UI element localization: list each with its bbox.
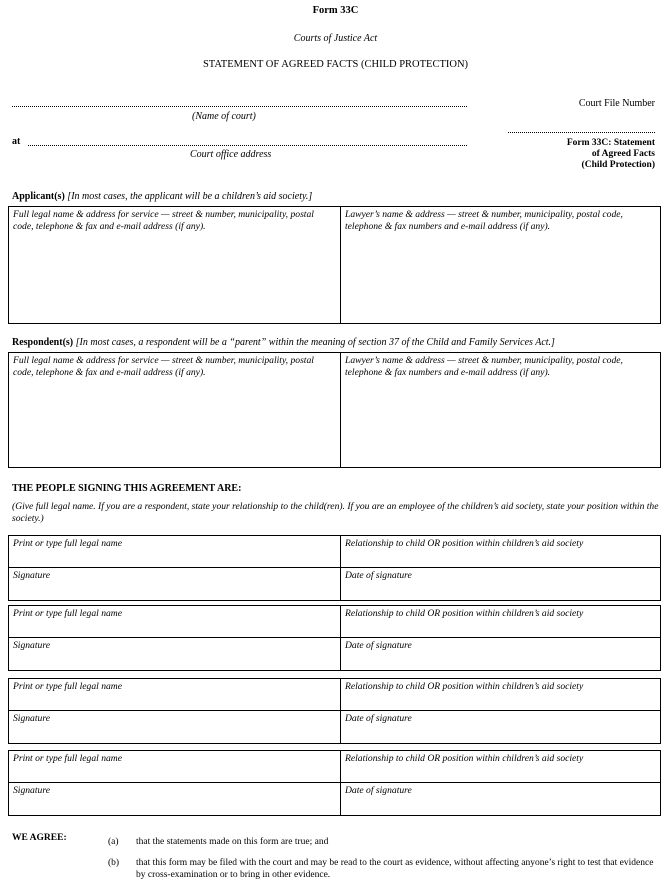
agree-item-a-text: that the statements made on this form are true; and (136, 837, 329, 847)
court-name-label: (Name of court) (192, 111, 256, 122)
applicant-heading: Applicant(s) [In most cases, the applicant will be a children’s aid society.] (12, 191, 313, 202)
act-name: Courts of Justice Act (293, 33, 378, 44)
court-address-line[interactable] (28, 145, 467, 146)
court-file-number-line[interactable] (508, 132, 655, 133)
signer-relationship-field[interactable]: Relationship to child OR position within children’s aid society (345, 608, 584, 619)
form-title: STATEMENT OF AGREED FACTS (CHILD PROTECTION) (202, 59, 469, 70)
signer-relationship-field[interactable]: Relationship to child OR position within children’s aid society (345, 538, 584, 549)
signer-name-field[interactable]: Print or type full legal name (13, 753, 122, 764)
form-number: Form 33C (312, 5, 359, 16)
signer-name-field[interactable]: Print or type full legal name (13, 608, 122, 619)
signer-signature-field[interactable]: Signature (13, 785, 50, 796)
signer-relationship-field[interactable]: Relationship to child OR position within children’s aid society (345, 753, 584, 764)
at-label: at (12, 136, 21, 147)
signer-signature-field[interactable]: Signature (13, 570, 50, 581)
we-agree-heading: WE AGREE: (12, 833, 67, 843)
agree-item-b-text: that this form may be filed with the court and may be read to the court as evidence, without affecting anyone’s right to test that evidence by cross-examination or to bring in other evidence. (136, 858, 654, 880)
side-form-title: Form 33C: Statement of Agreed Facts (Child Protection) (566, 138, 655, 170)
signer-date-field[interactable]: Date of signature (345, 713, 412, 724)
respondent-party-field[interactable]: Full legal name & address for service — street & number, municipality, postal code, telephone & fax and e-mail address (if any). (13, 355, 314, 378)
signer-name-field[interactable]: Print or type full legal name (13, 681, 122, 692)
respondent-lawyer-field[interactable]: Lawyer’s name & address — street & number, municipality, postal code, telephone & fax numbers and e-mail address (if any). (345, 355, 623, 378)
signer-name-field[interactable]: Print or type full legal name (13, 538, 122, 549)
respondent-heading: Respondent(s) [In most cases, a respondent will be a “parent” within the meaning of section 37 of the Child and Family Services Act.] (12, 337, 555, 348)
court-address-label: Court office address (190, 149, 272, 160)
agree-item-b-marker: (b) (108, 858, 120, 868)
signer-date-field[interactable]: Date of signature (345, 640, 412, 651)
signer-date-field[interactable]: Date of signature (345, 570, 412, 581)
signer-date-field[interactable]: Date of signature (345, 785, 412, 796)
signers-instructions: (Give full legal name. If you are a respondent, state your relationship to the child(ren). If you are an employee of the children’s aid society, state your position within the society.) (12, 501, 659, 524)
court-file-number-label: Court File Number (578, 98, 655, 109)
agree-item-a-marker: (a) (108, 837, 119, 847)
applicant-lawyer-field[interactable]: Lawyer’s name & address — street & number, municipality, postal code, telephone & fax numbers and e-mail address (if any). (345, 209, 623, 232)
signer-signature-field[interactable]: Signature (13, 713, 50, 724)
signer-signature-field[interactable]: Signature (13, 640, 50, 651)
court-name-line[interactable] (12, 106, 467, 107)
signers-heading: THE PEOPLE SIGNING THIS AGREEMENT ARE: (12, 483, 242, 494)
signer-relationship-field[interactable]: Relationship to child OR position within children’s aid society (345, 681, 584, 692)
applicant-party-field[interactable]: Full legal name & address for service — street & number, municipality, postal code, telephone & fax and e-mail address (if any). (13, 209, 314, 232)
